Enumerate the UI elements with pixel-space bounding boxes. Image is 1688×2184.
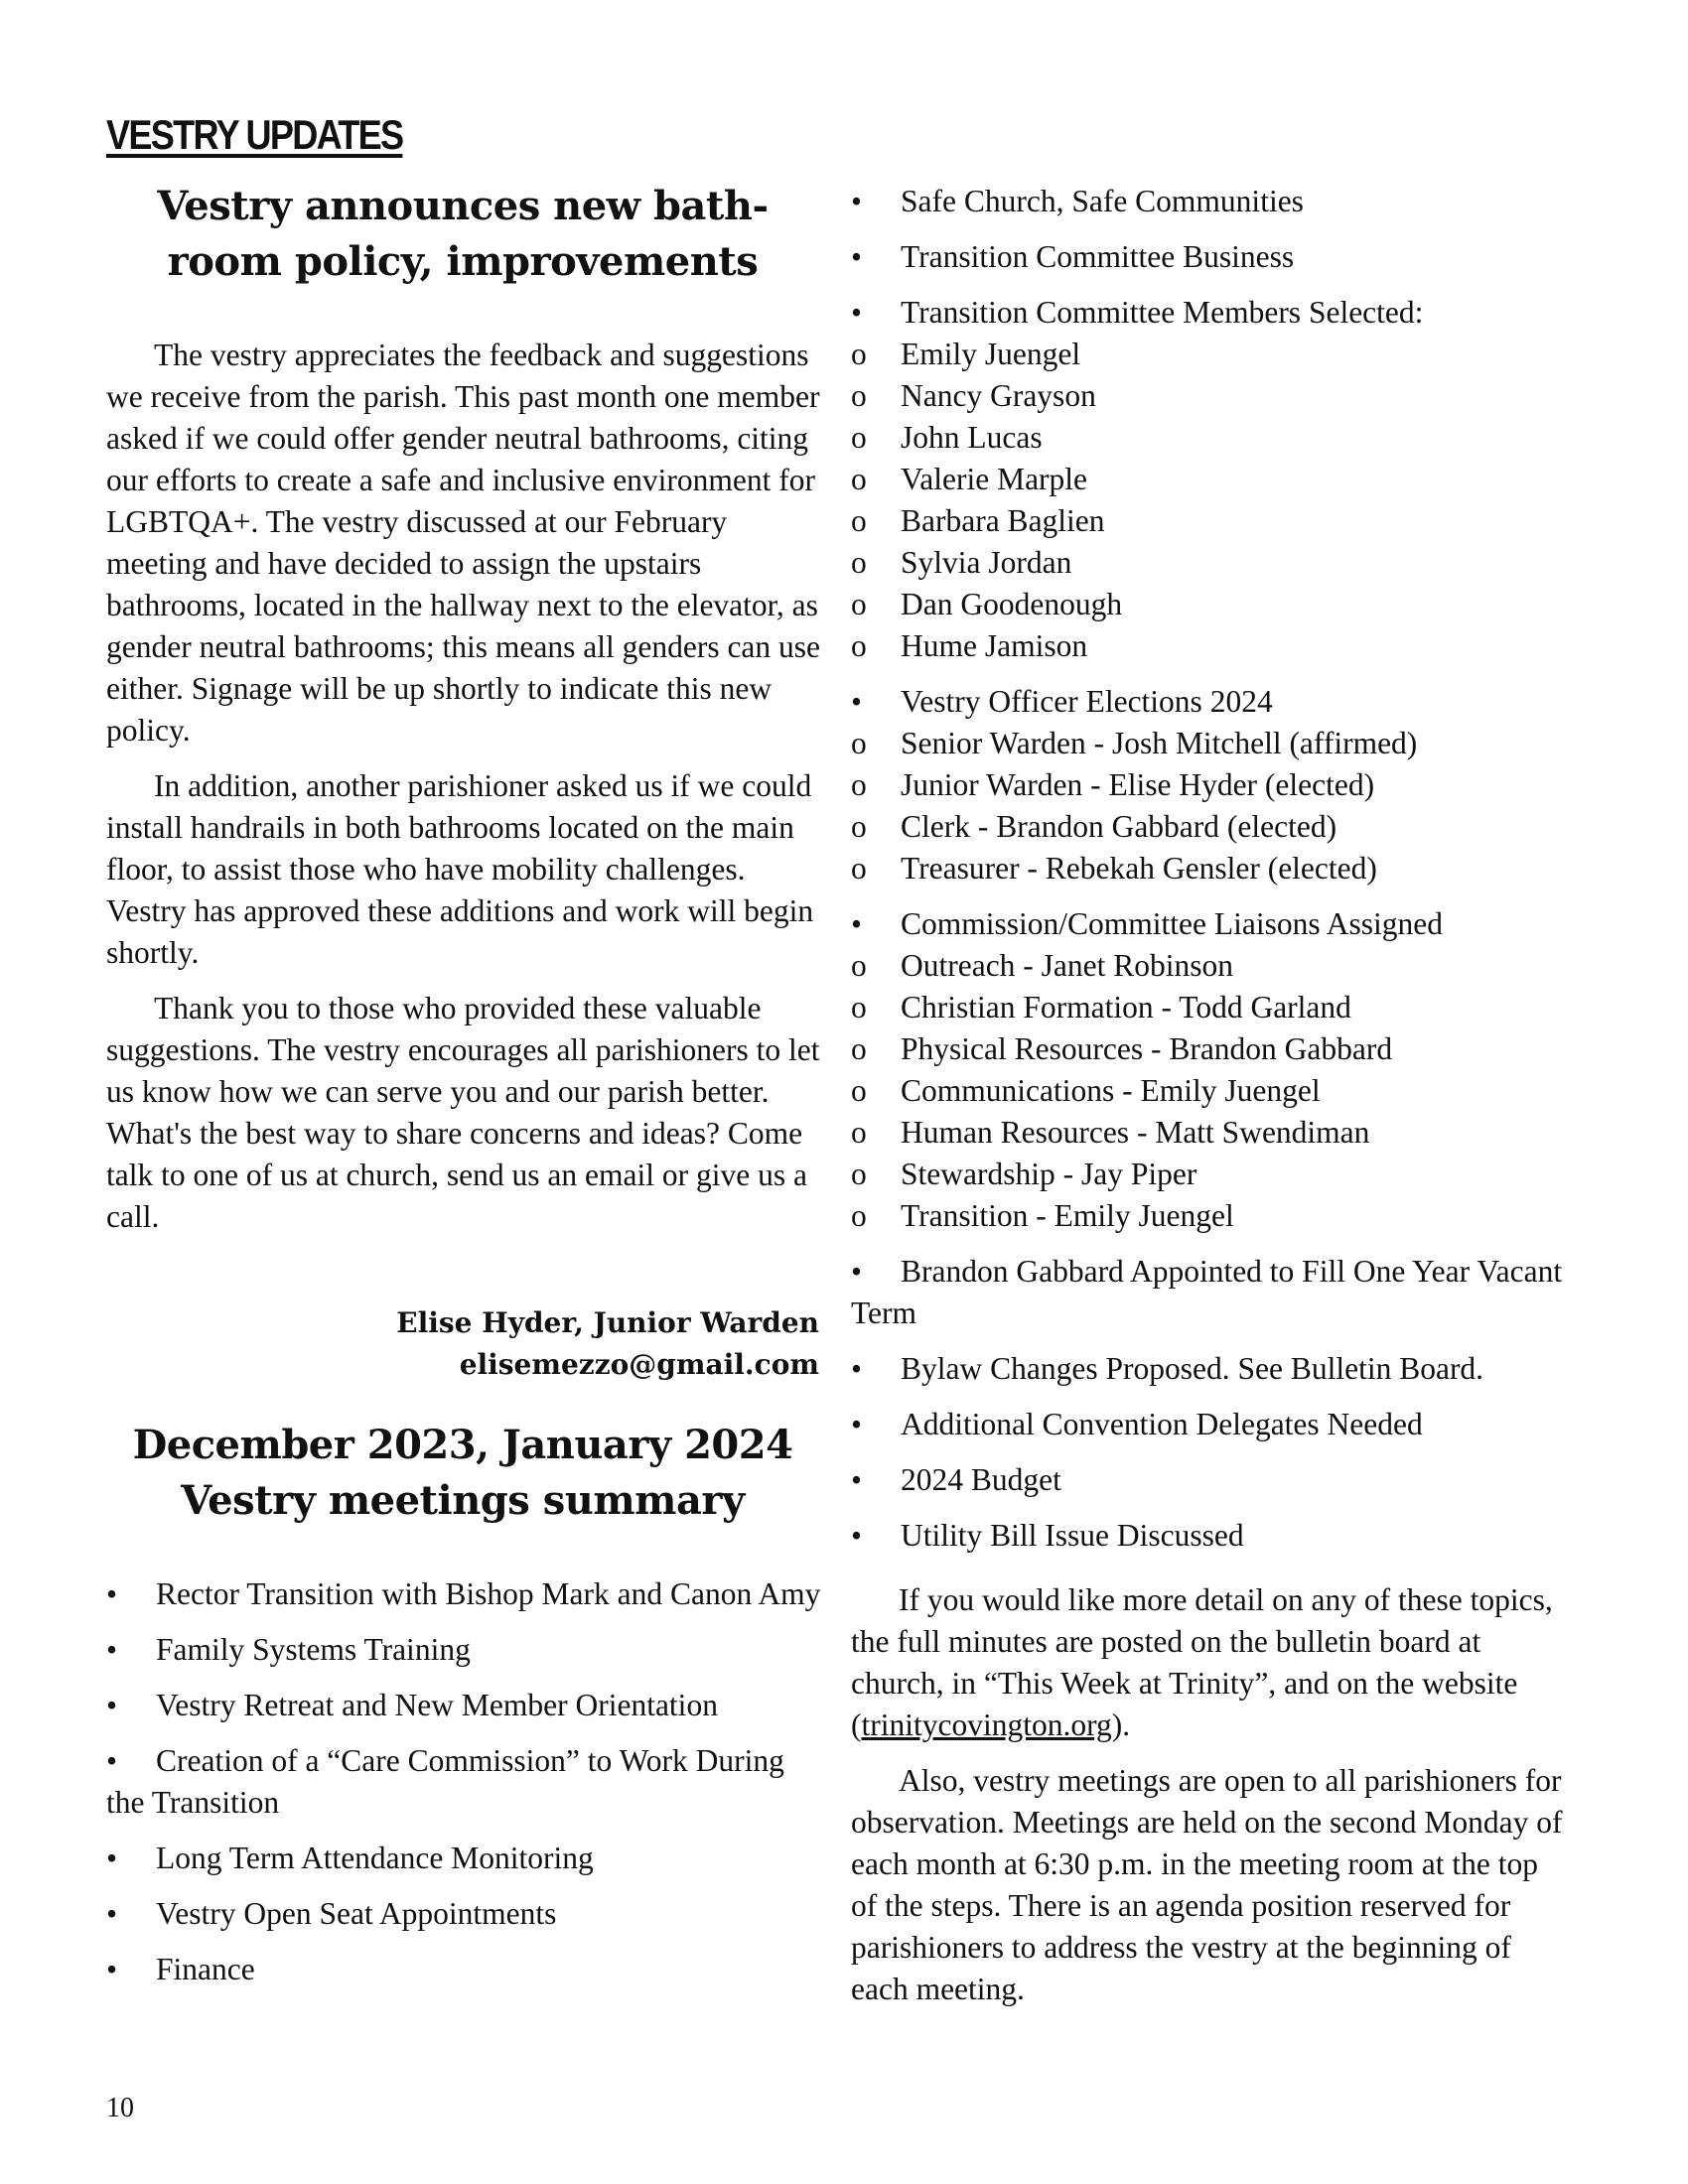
bullet-icon: • bbox=[851, 184, 863, 218]
bullet-icon: • bbox=[851, 295, 863, 330]
summary-subitem bbox=[851, 375, 1566, 417]
summary-item bbox=[851, 292, 1566, 334]
sub-bullet-icon: o bbox=[851, 851, 867, 886]
article2-headline bbox=[106, 1418, 819, 1529]
bullet-icon: • bbox=[106, 1896, 118, 1931]
summary-subitem bbox=[851, 625, 1566, 667]
summary-item-text: Human Resources - Matt Swendiman bbox=[901, 1115, 1370, 1150]
bullet-icon: • bbox=[851, 239, 863, 274]
article1-headline bbox=[106, 179, 819, 290]
bullet-icon: • bbox=[106, 1632, 118, 1667]
summary-item-text: Physical Resources - Brandon Gabbard bbox=[901, 1031, 1393, 1066]
summary-item bbox=[851, 181, 1566, 222]
summary-subitem bbox=[851, 584, 1566, 625]
summary-item-text: Commission/Committee Liaisons Assigned bbox=[901, 906, 1444, 941]
summary-item-text: Finance bbox=[156, 1952, 255, 1986]
sub-bullet-icon: o bbox=[851, 503, 867, 538]
summary-subitem bbox=[851, 806, 1566, 848]
summary-item-text: Dan Goodenough bbox=[901, 587, 1123, 621]
summary-item-text: Long Term Attendance Monitoring bbox=[156, 1841, 594, 1875]
summary-item-text: Christian Formation - Todd Garland bbox=[901, 990, 1351, 1024]
summary-item-text: Brandon Gabbard Appointed to Fill One Year Vacant Term bbox=[851, 1254, 1563, 1330]
summary-item-text: Vestry Open Seat Appointments bbox=[156, 1896, 557, 1931]
bullet-icon: • bbox=[106, 1576, 118, 1611]
article2-headline-line2: Vestry meetings summary bbox=[181, 1477, 745, 1524]
sub-bullet-icon: o bbox=[851, 545, 867, 580]
summary-subitem bbox=[851, 1195, 1566, 1237]
summary-item bbox=[851, 1404, 1566, 1445]
bullet-icon: • bbox=[106, 1743, 118, 1778]
summary-item-text: Bylaw Changes Proposed. See Bulletin Board. bbox=[901, 1351, 1484, 1386]
summary-item bbox=[106, 1838, 823, 1879]
summary-item-text: Transition Committee Business bbox=[901, 239, 1295, 274]
summary-item bbox=[851, 1459, 1566, 1501]
summary-item bbox=[851, 681, 1566, 723]
summary-subitem bbox=[851, 848, 1566, 889]
sub-bullet-icon: o bbox=[851, 726, 867, 760]
summary-item bbox=[851, 236, 1566, 278]
summary-item-text: Hume Jamison bbox=[901, 628, 1088, 663]
closing-paragraph-2: Also, vestry meetings are open to all parishioners for observation. Meetings are held on the second Monday of each month at 6:30 p.m. in the meeting room at the top of the steps. There is an agenda position reserved for parishioners to address the vestry at the beginning of each meeting. bbox=[851, 1763, 1563, 2006]
sub-bullet-icon: o bbox=[851, 767, 867, 802]
bullet-icon: • bbox=[851, 1351, 863, 1386]
bullet-icon: • bbox=[106, 1841, 118, 1875]
summary-subitem bbox=[851, 764, 1566, 806]
article2-headline-line1: December 2023, January 2024 bbox=[132, 1422, 793, 1468]
bullet-icon: • bbox=[851, 684, 863, 719]
summary-item-text: Nancy Grayson bbox=[901, 378, 1096, 413]
summary-subitem bbox=[851, 500, 1566, 542]
sub-bullet-icon: o bbox=[851, 628, 867, 663]
summary-item bbox=[851, 903, 1566, 945]
sub-bullet-icon: o bbox=[851, 1115, 867, 1150]
summary-item-text: Communications - Emily Juengel bbox=[901, 1073, 1321, 1108]
summary-subitem bbox=[851, 1154, 1566, 1195]
sub-bullet-icon: o bbox=[851, 948, 867, 983]
page-number: 10 bbox=[106, 2093, 134, 2123]
summary-item-text: Clerk - Brandon Gabbard (elected) bbox=[901, 809, 1337, 844]
summary-item bbox=[106, 1629, 823, 1671]
summary-subitem bbox=[851, 945, 1566, 987]
bullet-icon: • bbox=[851, 1254, 863, 1289]
article1-paragraph: In addition, another parishioner asked us if we could install handrails in both bathrooms located on the main floor, to assist those who have mobility challenges. Vestry has approved these additions and work will begin shortly. bbox=[106, 768, 814, 970]
sub-bullet-icon: o bbox=[851, 420, 867, 455]
bullet-icon: • bbox=[106, 1952, 118, 1986]
summary-item-text: Utility Bill Issue Discussed bbox=[901, 1518, 1244, 1553]
summary-item-text: Valerie Marple bbox=[901, 462, 1088, 496]
bullet-icon: • bbox=[851, 1462, 863, 1497]
summary-item-text: Additional Convention Delegates Needed bbox=[901, 1407, 1423, 1441]
summary-item bbox=[106, 1949, 823, 1990]
sub-bullet-icon: o bbox=[851, 1157, 867, 1191]
summary-item-text: Emily Juengel bbox=[901, 337, 1081, 371]
summary-subitem bbox=[851, 459, 1566, 500]
summary-item-text: Junior Warden - Elise Hyder (elected) bbox=[901, 767, 1375, 802]
sub-bullet-icon: o bbox=[851, 378, 867, 413]
summary-item bbox=[106, 1685, 823, 1726]
summary-item bbox=[851, 1515, 1566, 1557]
sub-bullet-icon: o bbox=[851, 1198, 867, 1233]
summary-subitem bbox=[851, 1028, 1566, 1070]
summary-item-text: Rector Transition with Bishop Mark and Canon Amy bbox=[156, 1576, 821, 1611]
summary-item-text: Treasurer - Rebekah Gensler (elected) bbox=[901, 851, 1377, 886]
bullet-icon: • bbox=[851, 906, 863, 941]
summary-subitem bbox=[851, 1112, 1566, 1154]
section-title: VESTRY UPDATES bbox=[106, 111, 403, 158]
sub-bullet-icon: o bbox=[851, 1031, 867, 1066]
sub-bullet-icon: o bbox=[851, 462, 867, 496]
summary-list-left bbox=[106, 1573, 823, 1990]
summary-item-text: Creation of a “Care Commission” to Work During the Transition bbox=[106, 1743, 784, 1820]
summary-item bbox=[106, 1573, 823, 1615]
summary-subitem bbox=[851, 417, 1566, 459]
summary-item-text: Family Systems Training bbox=[156, 1632, 471, 1667]
article1-signature bbox=[106, 1302, 819, 1386]
article1-paragraph: The vestry appreciates the feedback and suggestions we receive from the parish. This past month one member asked if we could offer gender neutral bathrooms, citing our efforts to create a safe and inclusive environment for LGBTQA+. The vestry discussed at our February meeting and have decided to assign the upstairs bathrooms, located in the hallway next to the elevator, as gender neutral bathrooms; this means all genders can use either. Signage will be up shortly to indicate this new policy. bbox=[106, 338, 821, 748]
closing-text bbox=[851, 1579, 1566, 2010]
signature-email[interactable]: elisemezzo@gmail.com bbox=[459, 1348, 819, 1381]
summary-item-text: Transition - Emily Juengel bbox=[901, 1198, 1234, 1233]
summary-item-text: Safe Church, Safe Communities bbox=[901, 184, 1304, 218]
summary-item-text: Stewardship - Jay Piper bbox=[901, 1157, 1197, 1191]
closing-paragraph-1: If you would like more detail on any of these topics, the full minutes are posted on the bulletin board at church, in “This Week at Trinity”, and on the website (trinitycovington.org). bbox=[851, 1582, 1553, 1742]
bullet-icon: • bbox=[106, 1688, 118, 1722]
article1-body bbox=[106, 335, 823, 1238]
summary-subitem bbox=[851, 334, 1566, 375]
website-link[interactable]: trinitycovington.org bbox=[861, 1707, 1112, 1742]
sub-bullet-icon: o bbox=[851, 1073, 867, 1108]
summary-item bbox=[106, 1740, 823, 1824]
summary-item-text: Sylvia Jordan bbox=[901, 545, 1072, 580]
signature-name: Elise Hyder, Junior Warden bbox=[396, 1306, 819, 1339]
summary-item bbox=[851, 1251, 1566, 1334]
summary-item-text: Outreach - Janet Robinson bbox=[901, 948, 1234, 983]
sub-bullet-icon: o bbox=[851, 809, 867, 844]
summary-item-text: Vestry Retreat and New Member Orientation bbox=[156, 1688, 718, 1722]
summary-list-right bbox=[851, 181, 1566, 1557]
article1-headline-line1: Vestry announces new bath- bbox=[157, 183, 769, 229]
summary-item-text: 2024 Budget bbox=[901, 1462, 1061, 1497]
summary-item bbox=[851, 1348, 1566, 1390]
summary-item-text: Barbara Baglien bbox=[901, 503, 1105, 538]
sub-bullet-icon: o bbox=[851, 990, 867, 1024]
sub-bullet-icon: o bbox=[851, 587, 867, 621]
summary-item-text: Senior Warden - Josh Mitchell (affirmed) bbox=[901, 726, 1418, 760]
summary-subitem bbox=[851, 987, 1566, 1028]
article1-headline-line2: room policy, improvements bbox=[167, 238, 759, 285]
sub-bullet-icon: o bbox=[851, 337, 867, 371]
summary-item bbox=[106, 1893, 823, 1935]
bullet-icon: • bbox=[851, 1518, 863, 1553]
summary-item-text: Transition Committee Members Selected: bbox=[901, 295, 1424, 330]
summary-item-text: John Lucas bbox=[901, 420, 1043, 455]
summary-item-text: Vestry Officer Elections 2024 bbox=[901, 684, 1273, 719]
bullet-icon: • bbox=[851, 1407, 863, 1441]
summary-subitem bbox=[851, 723, 1566, 764]
summary-subitem bbox=[851, 542, 1566, 584]
article1-paragraph: Thank you to those who provided these valuable suggestions. The vestry encourages all parishioners to let us know how we can serve you and our parish better. What's the best way to share concerns and ideas? Come talk to one of us at church, send us an email or give us a call. bbox=[106, 991, 820, 1234]
summary-subitem bbox=[851, 1070, 1566, 1112]
